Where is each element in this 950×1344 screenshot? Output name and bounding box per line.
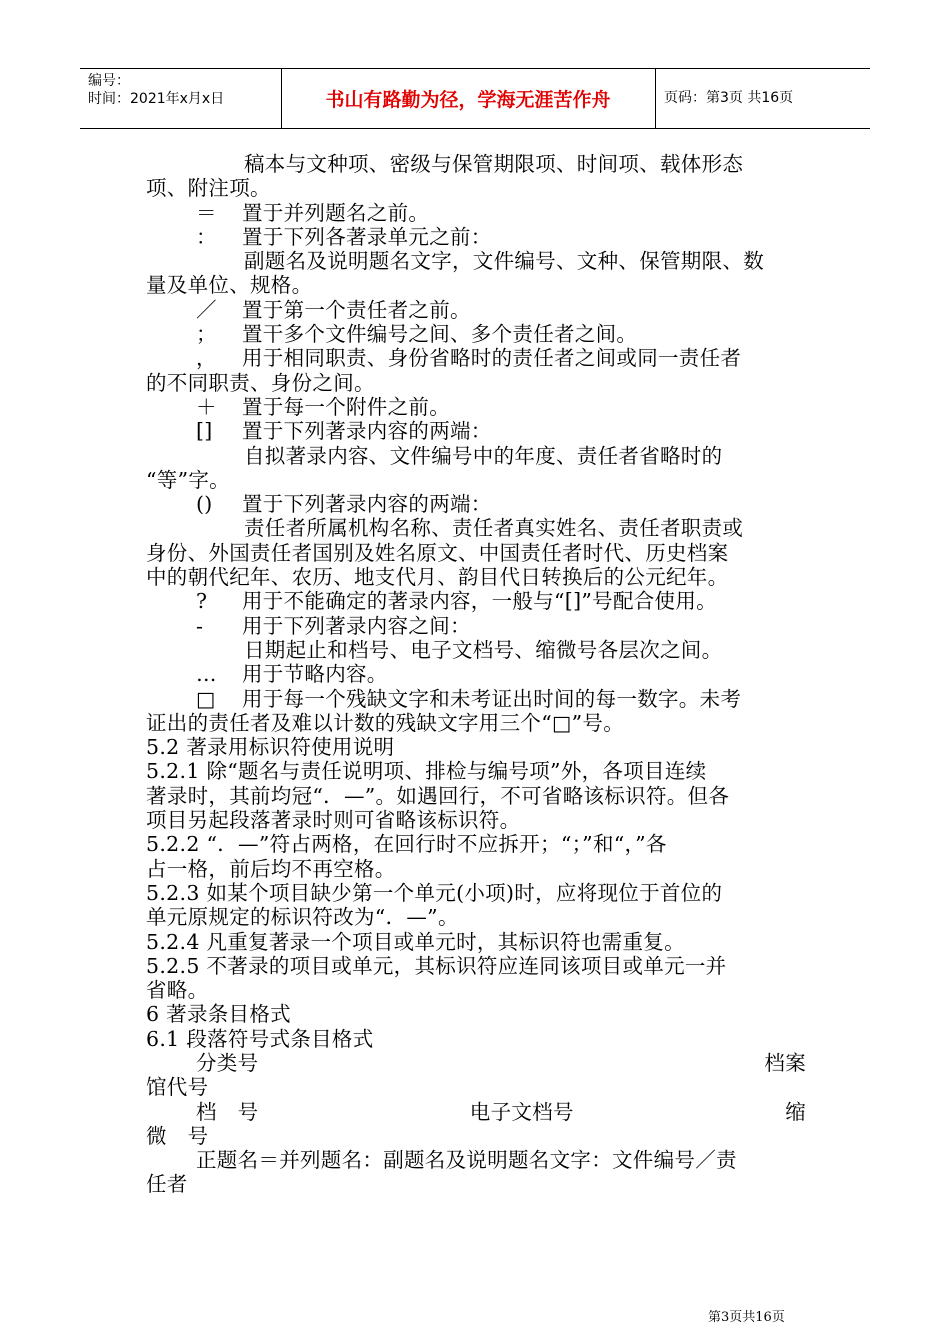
header-page-info: 页码：第3页 共16页 xyxy=(664,90,794,106)
field-label-right: 缩 xyxy=(785,1099,806,1124)
text-line xyxy=(146,687,806,711)
text-line xyxy=(146,395,806,419)
text-line xyxy=(146,662,806,686)
text-line: 量及单位、规格。 xyxy=(146,273,313,298)
symbol-description: 置于下列著录内容的两端： xyxy=(242,419,492,444)
field-label-right: 档案 xyxy=(764,1050,806,1075)
serial-label: 编号： xyxy=(88,73,130,89)
text-line xyxy=(146,614,806,638)
header-left-cell xyxy=(88,72,224,108)
text-line xyxy=(146,1051,806,1075)
page-header xyxy=(80,68,870,130)
field-label-left: 档 号 xyxy=(196,1099,259,1124)
symbol-description: 置于并列题名之前。 xyxy=(242,200,430,225)
symbol-description: 置于下列各著录单元之前： xyxy=(242,224,492,249)
text-line: 副题名及说明题名文字，文件编号、文种、保管期限、数 xyxy=(244,249,764,274)
symbol-glyph: ＝ xyxy=(196,200,217,225)
text-line xyxy=(146,201,806,225)
symbol-description: 用于相同职责、身份省略时的责任者之间或同一责任者 xyxy=(242,346,742,371)
text-line: 占一格，前后均不再空格。 xyxy=(146,856,396,881)
text-line xyxy=(146,492,806,516)
text-line: 的不同职责、身份之间。 xyxy=(146,370,375,395)
text-line: 日期起止和档号、电子文档号、缩微号各层次之间。 xyxy=(244,637,723,662)
text-line xyxy=(146,419,806,443)
text-line: 证出的责任者及难以计数的残缺文字用三个“□”号。 xyxy=(146,710,625,735)
symbol-description: 置于第一个责任者之前。 xyxy=(242,297,471,322)
text-line: 微 号 xyxy=(146,1123,209,1148)
symbol-description: 置干多个文件编号之间、多个责任者之间。 xyxy=(242,322,638,347)
text-line: 6 著录条目格式 xyxy=(146,1002,291,1027)
text-line: 5.2.4 凡重复著录一个项目或单元时，其标识符也需重复。 xyxy=(146,929,685,954)
text-line: 6.1 段落符号式条目格式 xyxy=(146,1026,374,1051)
text-line xyxy=(146,322,806,346)
symbol-glyph: - xyxy=(196,613,204,638)
symbol-glyph: ／ xyxy=(196,297,217,322)
symbol-glyph: … xyxy=(196,662,217,687)
symbol-description: 置于每一个附件之前。 xyxy=(242,394,450,419)
symbol-glyph: ， xyxy=(196,346,217,371)
text-line: 单元原规定的标识符改为“．—”。 xyxy=(146,905,459,930)
text-line: 任者 xyxy=(146,1172,188,1197)
text-line xyxy=(146,346,806,370)
symbol-glyph: □ xyxy=(196,686,216,711)
text-line: 项、附注项。 xyxy=(146,176,271,201)
text-line xyxy=(146,1100,806,1124)
symbol-description: 用于每一个残缺文字和未考证出时间的每一数字。未考 xyxy=(242,686,742,711)
text-line: “等”字。 xyxy=(146,467,230,492)
symbol-glyph: ； xyxy=(196,322,217,347)
field-label-left: 分类号 xyxy=(196,1050,259,1075)
page-footer: 第3页共16页 xyxy=(708,1310,785,1325)
symbol-glyph: () xyxy=(196,492,213,517)
text-line xyxy=(146,298,806,322)
text-line: 正题名＝并列题名：副题名及说明题名文字：文件编号／责 xyxy=(196,1148,737,1173)
text-line: 馆代号 xyxy=(146,1075,209,1100)
symbol-glyph: ＋ xyxy=(196,394,217,419)
header-divider-2 xyxy=(655,68,656,129)
text-line: 身份、外国责任者国别及姓名原文、中国责任者时代、历史档案 xyxy=(146,540,729,565)
symbol-glyph: ? xyxy=(196,589,208,614)
text-line: 中的朝代纪年、农历、地支代月、韵目代日转换后的公元纪年。 xyxy=(146,565,729,590)
text-line: 5.2.5 不著录的项目或单元，其标识符应连同该项目或单元一并 xyxy=(146,953,727,978)
text-line: 5.2 著录用标识符使用说明 xyxy=(146,735,395,760)
text-line: 稿本与文种项、密级与保管期限项、时间项、载体形态 xyxy=(244,152,744,176)
field-label-mid: 电子文档号 xyxy=(469,1099,574,1124)
header-motto: 书山有路勤为径，学海无涯苦作舟 xyxy=(325,88,611,111)
document-body xyxy=(146,152,806,1197)
text-line: 责任者所属机构名称、责任者真实姓名、责任者职责或 xyxy=(244,516,744,541)
text-line: 5.2.2 “．—”符占两格，在回行时不应拆开；“；”和“，”各 xyxy=(146,832,667,857)
symbol-glyph: ： xyxy=(196,224,217,249)
symbol-glyph: [] xyxy=(196,419,213,444)
symbol-description: 用于不能确定的著录内容，一般与“[]”号配合使用。 xyxy=(242,589,717,614)
symbol-description: 置于下列著录内容的两端： xyxy=(242,492,492,517)
text-line: 省略。 xyxy=(146,978,209,1003)
header-bottom-rule xyxy=(80,128,870,129)
text-line xyxy=(146,589,806,613)
text-line: 5.2.3 如某个项目缺少第一个单元(小项)时，应将现位于首位的 xyxy=(146,880,723,905)
text-line: 5.2.1 除“题名与责任说明项、排检与编号项”外，各项目连续 xyxy=(146,759,707,784)
text-line: 自拟著录内容、文件编号中的年度、责任者省略时的 xyxy=(244,443,723,468)
date-line: 时间：2021年x月x日 xyxy=(88,91,225,107)
text-line: 项目另起段落著录时则可省略该标识符。 xyxy=(146,808,521,833)
symbol-description: 用于节略内容。 xyxy=(242,662,388,687)
text-line xyxy=(146,225,806,249)
text-line: 著录时，其前均冠“．—”。如遇回行，不可省略该标识符。但各 xyxy=(146,783,730,808)
symbol-description: 用于下列著录内容之间： xyxy=(242,613,471,638)
